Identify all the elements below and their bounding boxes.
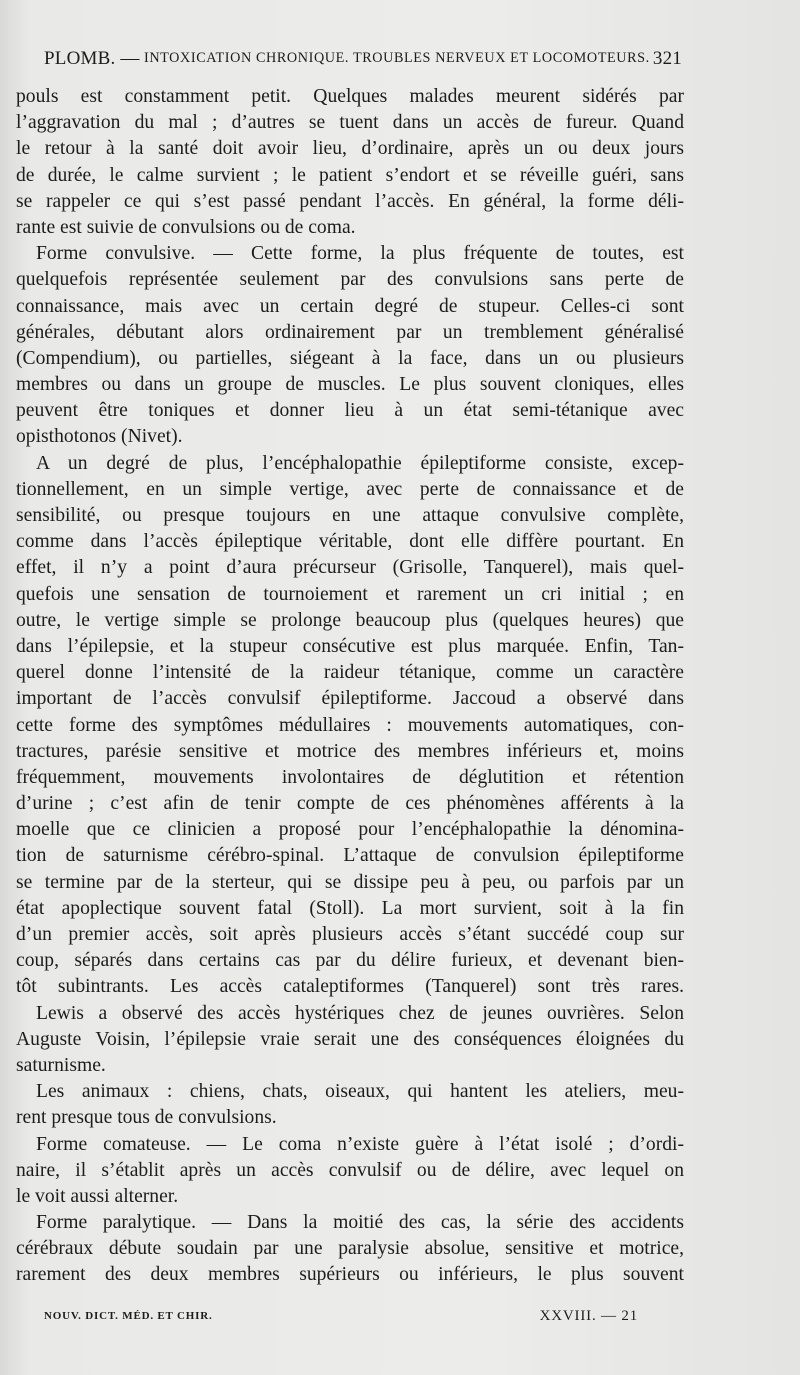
text-line: (Compendium), ou partielles, siégeant à la face, dans un ou plusieurs bbox=[16, 347, 684, 369]
text-line: rarement des deux membres supérieurs ou inférieurs, le plus souvent bbox=[16, 1264, 684, 1286]
text-line: Forme comateuse. — Le coma n’existe guère à l’état isolé ; d’ordi- bbox=[36, 1133, 684, 1155]
text-line: connaissance, mais avec un certain degré de stupeur. Celles-ci sont bbox=[16, 295, 684, 317]
text-line: l’aggravation du mal ; d’autres se tuent dans un accès de fureur. Quand bbox=[16, 112, 684, 134]
text-line: Lewis a observé des accès hystériques chez de jeunes ouvrières. Selon bbox=[36, 1002, 684, 1024]
text-line: état apoplectique souvent fatal (Stoll). La mort survient, soit à la fin bbox=[16, 897, 684, 919]
text-line: Forme paralytique. — Dans la moitié des cas, la série des accidents bbox=[36, 1212, 684, 1234]
text-line: tractures, parésie sensitive et motrice des membres inférieurs et, moins bbox=[16, 740, 684, 762]
text-line: Auguste Voisin, l’épilepsie vraie serait une des conséquences éloignées du bbox=[16, 1028, 684, 1050]
text-line: dans l’épilepsie, et la stupeur consécutive est plus marquée. Enfin, Tan- bbox=[16, 635, 684, 657]
footer-signature: XXVIII. — 21 bbox=[539, 1308, 638, 1324]
text-line: opisthotonos (Nivet). bbox=[16, 426, 183, 448]
text-line: quefois une sensation de tournoiement et rarement un cri initial ; en bbox=[16, 583, 684, 605]
text-line: sensibilité, ou presque toujours en une attaque convulsive complète, bbox=[16, 505, 684, 526]
text-line: outre, le vertige simple se prolonge beaucoup plus (quelques heures) que bbox=[16, 609, 684, 631]
text-line: Forme convulsive. — Cette forme, la plus fréquente de toutes, est bbox=[36, 243, 684, 265]
page-number: 321 bbox=[652, 48, 682, 69]
text-line: tion de saturnisme cérébro-spinal. L’attaque de convulsion épileptiforme bbox=[16, 845, 684, 867]
text-line: rante est suivie de convulsions ou de coma. bbox=[16, 216, 356, 238]
text-line: pouls est constamment petit. Quelques malades meurent sidérés par bbox=[16, 86, 684, 107]
body-text bbox=[16, 84, 684, 1289]
text-line: de durée, le calme survient ; le patient s’endort et se réveille guéri, sans bbox=[16, 164, 684, 186]
text-line: cette forme des symptômes médullaires : mouvements automatiques, con- bbox=[16, 714, 684, 736]
text-line: le retour à la santé doit avoir lieu, d’ordinaire, après un ou deux jours bbox=[16, 138, 684, 160]
text-line: d’urine ; c’est afin de tenir compte de ces phénomènes afférents à la bbox=[16, 793, 684, 815]
text-line: fréquemment, mouvements involontaires de déglutition et rétention bbox=[16, 766, 684, 788]
text-line: peuvent être toniques et donner lieu à un état semi-tétanique avec bbox=[16, 400, 684, 422]
text-line: membres ou dans un groupe de muscles. Le plus souvent cloniques, elles bbox=[16, 374, 684, 396]
text-line: cérébraux débute soudain par une paralysie absolue, sensitive et motrice, bbox=[16, 1238, 684, 1260]
text-line: le voit aussi alterner. bbox=[16, 1185, 179, 1207]
text-line: A un degré de plus, l’encéphalopathie épileptiforme consiste, excep- bbox=[36, 452, 684, 474]
text-line: querel donne l’intensité de la raideur tétanique, comme un caractère bbox=[16, 662, 684, 684]
text-line: se rappeler ce qui s’est passé pendant l’accès. En général, la forme déli- bbox=[16, 190, 684, 212]
running-header bbox=[44, 48, 682, 74]
running-head: PLOMB. — bbox=[44, 48, 140, 69]
text-line: comme dans l’accès épileptique véritable, dont elle diffère pourtant. En bbox=[16, 531, 684, 553]
text-line: se termine par de la sterteur, qui se dissipe peu à peu, ou parfois par un bbox=[16, 871, 684, 893]
header-title: INTOXICATION CHRONIQUE. TROUBLES NERVEUX ET LOCOMOTEURS. bbox=[144, 50, 650, 66]
footer-publication: NOUV. DICT. MÉD. ET CHIR. bbox=[44, 1310, 213, 1322]
text-line: saturnisme. bbox=[16, 1054, 106, 1076]
text-line: effet, il n’y a point d’aura précurseur (Grisolle, Tanquerel), mais quel- bbox=[16, 557, 684, 579]
text-line: d’un premier accès, soit après plusieurs accès s’étant succédé coup sur bbox=[16, 924, 684, 945]
text-line: rent presque tous de convulsions. bbox=[16, 1107, 277, 1129]
text-line: Les animaux : chiens, chats, oiseaux, qui hantent les ateliers, meu- bbox=[36, 1081, 684, 1103]
text-line: quelquefois représentée seulement par des convulsions sans perte de bbox=[16, 269, 684, 291]
text-line: naire, il s’établit après un accès convulsif ou de délire, avec lequel on bbox=[16, 1159, 684, 1181]
text-line: moelle que ce clinicien a proposé pour l’encéphalopathie la dénomina- bbox=[16, 819, 684, 841]
text-line: générales, débutant alors ordinairement par un tremblement généralisé bbox=[16, 321, 684, 343]
text-line: tionnellement, en un simple vertige, avec perte de connaissance et de bbox=[16, 478, 684, 500]
text-line: important de l’accès convulsif épileptiforme. Jaccoud a observé dans bbox=[16, 688, 684, 710]
text-line: tôt subintrants. Les accès cataleptiformes (Tanquerel) sont très rares. bbox=[16, 976, 684, 998]
text-line: coup, séparés dans certains cas par du délire furieux, et devenant bien- bbox=[16, 950, 684, 972]
page-footer bbox=[44, 1308, 638, 1328]
